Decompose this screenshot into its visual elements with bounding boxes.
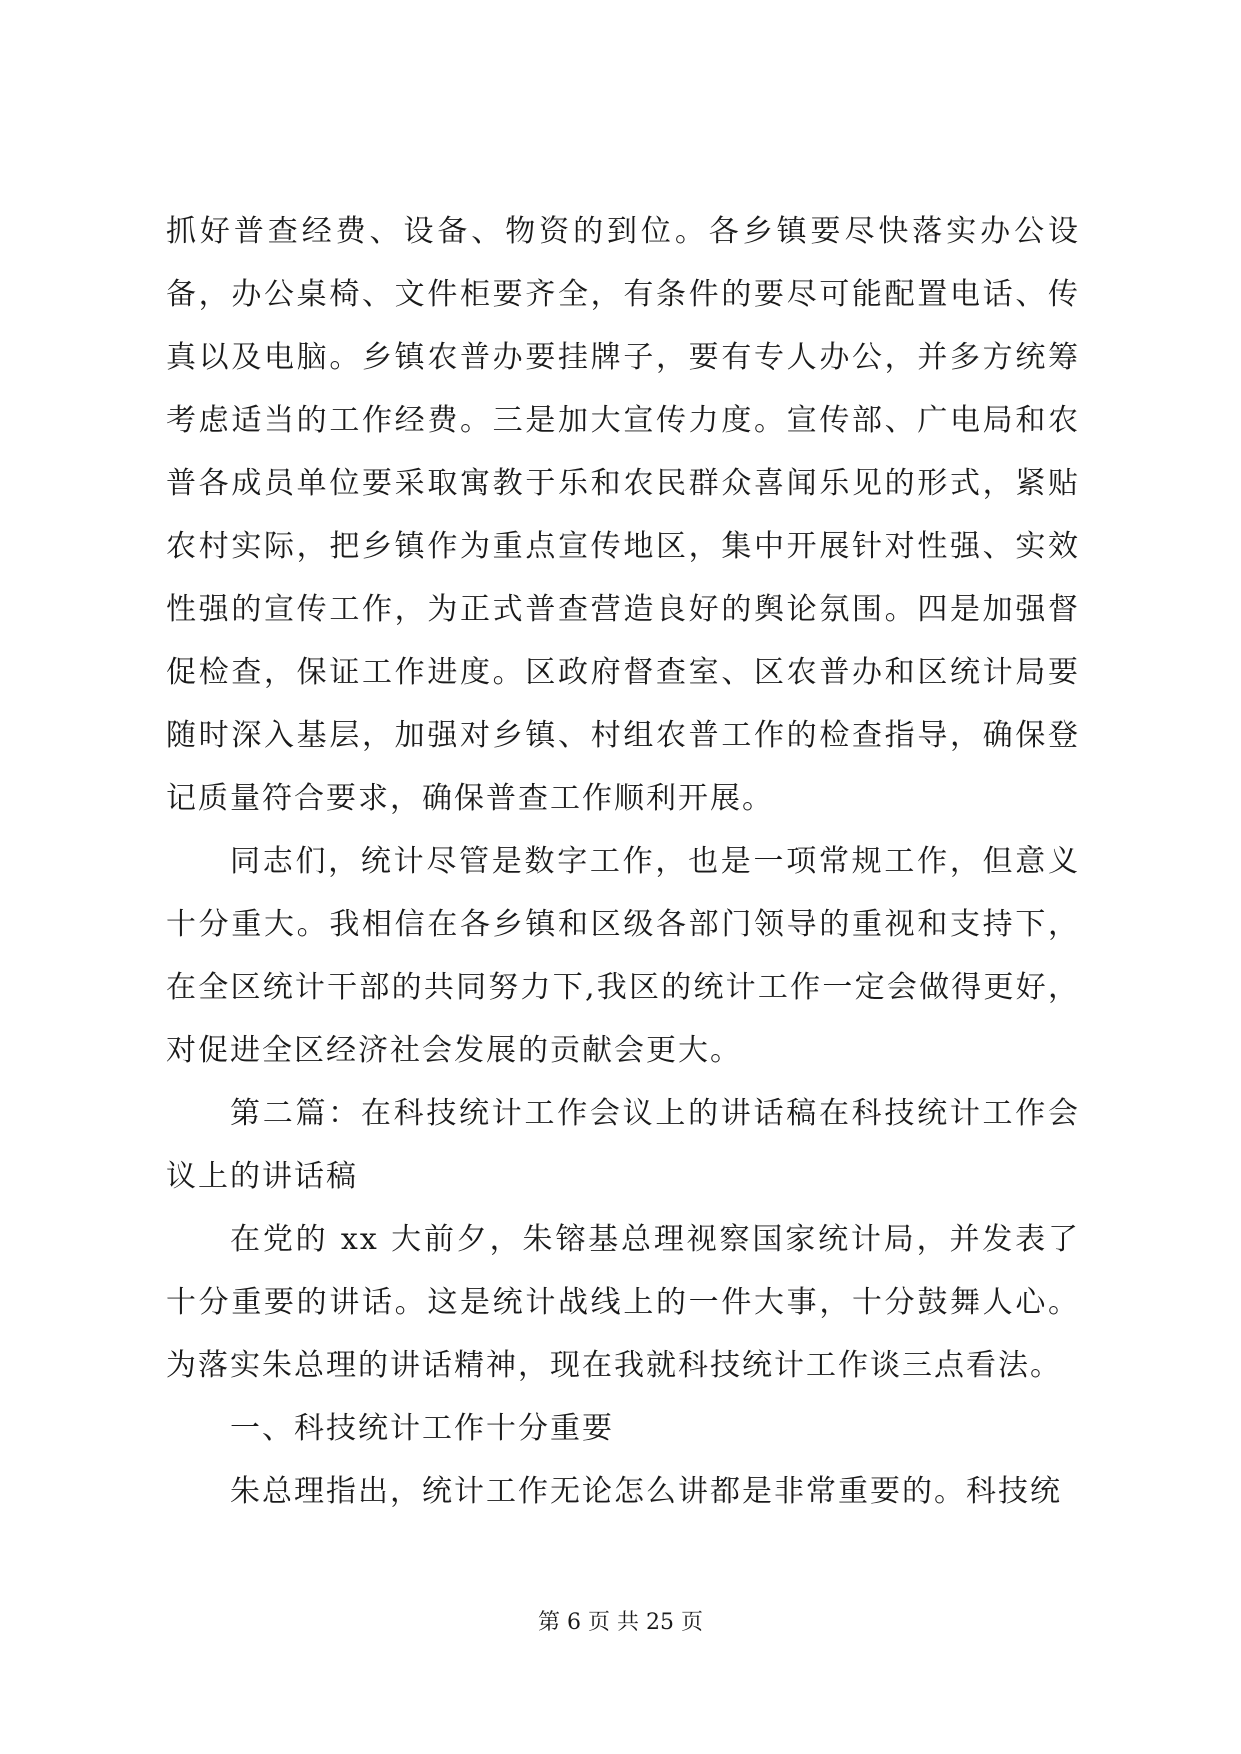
document-body	[166, 200, 1080, 1523]
paragraph-1: 抓好普查经费、设备、物资的到位。各乡镇要尽快落实办公设备，办公桌椅、文件柜要齐全，有条件的要尽可能配置电话、传真以及电脑。乡镇农普办要挂牌子，要有专人办公，并多方统筹考虑适当的工作经费。三是加大宣传力度。宣传部、广电局和农普各成员单位要采取寓教于乐和农民群众喜闻乐见的形式，紧贴农村实际，把乡镇作为重点宣传地区，集中开展针对性强、实效性强的宣传工作，为正式普查营造良好的舆论氛围。四是加强督促检查，保证工作进度。区政府督查室、区农普办和区统计局要随时深入基层，加强对乡镇、村组农普工作的检查指导，确保登记质量符合要求，确保普查工作顺利开展。	[166, 214, 1080, 816]
paragraph-4: 朱总理指出，统计工作无论怎么讲都是非常重要的。科技统	[230, 1474, 1062, 1509]
paragraph-3: 在党的 xx 大前夕，朱镕基总理视察国家统计局，并发表了十分重要的讲话。这是统计战线上的一件大事，十分鼓舞人心。为落实朱总理的讲话精神，现在我就科技统计工作谈三点看法。	[166, 1222, 1080, 1383]
paragraph-2: 同志们，统计尽管是数字工作，也是一项常规工作，但意义十分重大。我相信在各乡镇和区级各部门领导的重视和支持下，在全区统计干部的共同努力下,我区的统计工作一定会做得更好，对促进全区经济社会发展的贡献会更大。	[166, 844, 1080, 1068]
subheading-one: 一、科技统计工作十分重要	[230, 1411, 614, 1446]
section-heading-part-two: 第二篇：在科技统计工作会议上的讲话稿在科技统计工作会议上的讲话稿	[166, 1096, 1080, 1194]
page-number-footer: 第 6 页 共 25 页	[538, 1610, 703, 1635]
